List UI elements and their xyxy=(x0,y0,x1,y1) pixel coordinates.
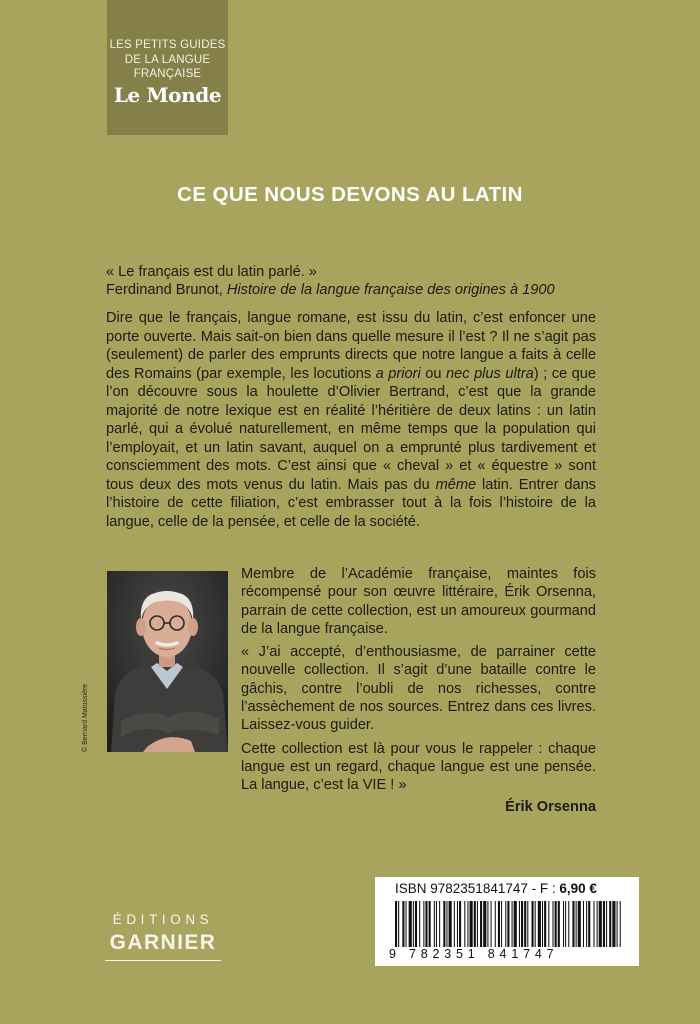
barcode-bar xyxy=(505,901,506,947)
barcode-bar xyxy=(434,901,435,947)
barcode-bar xyxy=(512,901,513,947)
barcode-bar xyxy=(454,901,455,947)
barcode-bar xyxy=(617,901,618,947)
barcode-bar xyxy=(495,901,496,947)
blurb-italic-2: nec plus ultra xyxy=(446,365,534,382)
price: 6,90 € xyxy=(559,881,597,896)
barcode-bar xyxy=(477,901,478,947)
barcode-bar xyxy=(436,901,437,947)
barcode-bar xyxy=(532,901,534,947)
barcode-bar xyxy=(599,901,602,947)
barcode-bar xyxy=(593,901,594,947)
barcode-bar xyxy=(395,901,397,947)
barcode-bar xyxy=(524,901,526,947)
barcode-bar xyxy=(443,901,445,947)
series-line-2: DE LA LANGUE xyxy=(124,53,211,66)
barcode-bar xyxy=(507,901,509,947)
epigraph xyxy=(106,263,596,299)
barcode-bar xyxy=(413,901,414,947)
book-title: CE QUE NOUS DEVONS AU LATIN xyxy=(177,183,523,206)
barcode-bar xyxy=(548,901,549,947)
barcode-icon xyxy=(395,901,621,947)
barcode-bar xyxy=(398,901,399,947)
barcode-bar xyxy=(457,901,458,947)
barcode-bar xyxy=(521,901,523,947)
barcode-bar xyxy=(415,901,417,947)
blurb-italic-1: a priori xyxy=(375,365,421,382)
barcode-bar xyxy=(409,901,412,947)
barcode-bar xyxy=(612,901,615,947)
portrait-illustration xyxy=(107,571,228,752)
barcode-bar xyxy=(542,901,543,947)
publisher-logo xyxy=(104,912,222,961)
barcode-bar xyxy=(480,901,482,947)
epigraph-quote: « Le français est du latin parlé. » xyxy=(106,264,317,280)
bio-paragraph-2: « J’ai accepté, d’enthousiasme, de parrainer cette nouvelle collection. Il s’agit d’une bataille contre le gâchis, contre l’oubli de nos richesses, contre l’assèchement de nos sources. Entrez dans ces livres. Laissez-vous guider. xyxy=(241,644,596,734)
barcode-bar xyxy=(544,901,546,947)
blurb-text-1: Dire que le français, langue romane, est issu du latin, c’est enfoncer une porte ouverte. Mais sait-on bien dans quelle mesure il l’est ? Il ne s’agit pas (seulement) de parler des emprunts directs que notre langue a faits à celle des Romains (par exemple, les locutions xyxy=(106,310,596,382)
barcode-bar xyxy=(620,901,621,947)
barcode-bar xyxy=(474,901,476,947)
barcode-bar xyxy=(538,901,541,947)
barcode-bar xyxy=(439,901,440,947)
isbn-label: ISBN 9782351841747 - F : xyxy=(395,881,560,896)
series-line-1: LES PETITS GUIDES xyxy=(109,39,226,51)
barcode-bar xyxy=(467,901,468,947)
epigraph-reference xyxy=(106,281,596,299)
barcode-bar xyxy=(572,901,574,947)
publisher-line-1: ÉDITIONS xyxy=(112,912,214,927)
series-badge xyxy=(107,0,228,135)
barcode-bar xyxy=(535,901,536,947)
barcode-bar xyxy=(603,901,605,947)
author-signature: Érik Orsenna xyxy=(505,799,596,815)
publisher-line-2: GARNIER xyxy=(109,931,217,954)
epigraph-work: Histoire de la langue française des origines à 1900 xyxy=(226,282,555,298)
author-bio xyxy=(241,565,596,800)
barcode-bar xyxy=(578,901,581,947)
blurb-paragraph xyxy=(106,309,596,532)
barcode-bar xyxy=(576,901,577,947)
barcode-bar xyxy=(423,901,424,947)
barcode-bar xyxy=(459,901,461,947)
barcode-bar xyxy=(588,901,590,947)
barcode-bar xyxy=(565,901,566,947)
barcode-bar xyxy=(419,901,420,947)
series-line-3: FRANÇAISE xyxy=(133,68,202,80)
barcode-bar xyxy=(464,901,465,947)
barcode-bar xyxy=(470,901,473,947)
photo-credit: © Bernard Matussière xyxy=(82,683,89,752)
barcode-bar xyxy=(555,901,557,947)
le-monde-logo: Le Monde xyxy=(113,82,222,107)
barcode-bar xyxy=(553,901,554,947)
blurb-text-4: latin. Entrer dans l’histoire de cette filiation, c’est embrasser tout à la fois l’histoire de la langue, celle de la pensée, et celle de la société. xyxy=(106,476,596,531)
barcode-bar xyxy=(491,901,492,947)
isbn-line xyxy=(395,881,597,896)
barcode-bar xyxy=(446,901,447,947)
barcode-bar xyxy=(597,901,598,947)
barcode-bar xyxy=(483,901,486,947)
author-photo xyxy=(107,571,228,752)
epigraph-author: Ferdinand Brunot, xyxy=(106,282,227,298)
barcode-bar xyxy=(501,901,502,947)
barcode-bar xyxy=(402,901,404,947)
barcode-panel xyxy=(375,877,639,966)
barcode-bar xyxy=(429,901,431,947)
barcode-bar xyxy=(498,901,500,947)
barcode-digits: 9 782351 841747 xyxy=(389,947,559,961)
barcode-bar xyxy=(586,901,587,947)
barcode-bar xyxy=(527,901,528,947)
barcode-bar xyxy=(563,901,564,947)
barcode-bar xyxy=(606,901,607,947)
bio-paragraph-3: Cette collection est là pour vous le rappeler : chaque langue est un regard, chaque langue est une pensée. La langue, c’est la VIE ! » xyxy=(241,740,596,794)
barcode-bar xyxy=(449,901,452,947)
barcode-bar xyxy=(425,901,427,947)
blurb-italic-3: même xyxy=(435,476,477,493)
publisher-rule xyxy=(105,960,221,961)
barcode-bar xyxy=(514,901,517,947)
barcode-bar xyxy=(406,901,407,947)
barcode-bar xyxy=(558,901,560,947)
blurb-text-2: ou xyxy=(420,365,447,382)
barcode-bar xyxy=(568,901,569,947)
barcode-bar xyxy=(487,901,488,947)
barcode-bar xyxy=(519,901,520,947)
blurb-text-3: ) ; ce que l’on découvre sous la houlette d’Olivier Bertrand, c’est que la grande majorité de notre lexique est en réalité l’héritière de deux latins : un latin parlé, qui a évolué naturellement, en même temps que la population qui l’employait, et un latin savant, auquel on a emprunté plus tardivement et consciemment des mots. C’est ainsi que « cheval » et « équestre » sont tous deux des mots venus du latin. Mais pas du xyxy=(106,365,596,493)
barcode-bar xyxy=(583,901,584,947)
bio-paragraph-1: Membre de l’Académie française, maintes fois récompensé pour son œuvre littéraire, Érik Orsenna, parrain de cette collection, est un amoureux gourmand de la langue française. xyxy=(241,566,596,637)
barcode-bar xyxy=(609,901,611,947)
